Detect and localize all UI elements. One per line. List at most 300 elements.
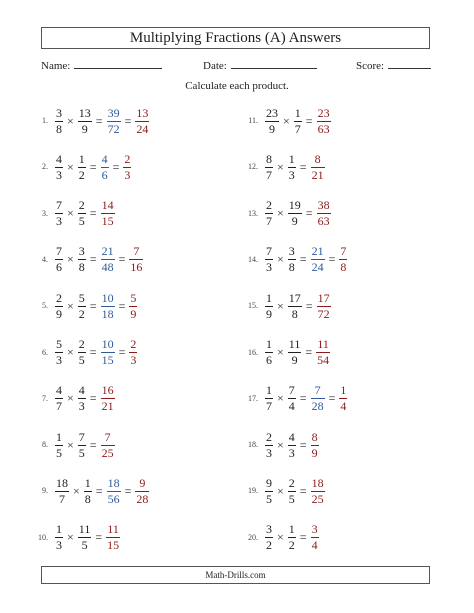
score-label: Score:	[356, 60, 385, 72]
answer-fraction	[317, 292, 331, 321]
times-sign: ×	[67, 391, 74, 406]
factor-fraction	[78, 199, 86, 228]
problem-expression	[264, 425, 320, 465]
numerator: 10	[101, 290, 114, 305]
answer-fraction	[311, 523, 319, 552]
numerator: 3	[266, 522, 272, 537]
times-sign: ×	[73, 483, 80, 498]
factor-fraction	[55, 338, 63, 367]
denominator: 24	[136, 121, 149, 136]
factor-fraction	[288, 292, 302, 321]
answer-fraction	[101, 384, 115, 413]
numerator: 3	[311, 522, 318, 537]
denominator: 9	[291, 353, 298, 367]
answer-fraction	[129, 338, 137, 367]
numerator: 18	[311, 475, 324, 490]
product-fraction	[101, 245, 115, 274]
denominator: 5	[78, 353, 85, 367]
answer-fraction	[135, 477, 149, 506]
problem-number: 8.	[42, 440, 48, 450]
denominator: 2	[78, 306, 85, 321]
numerator: 2	[78, 198, 85, 213]
name-field	[41, 58, 162, 72]
numerator: 21	[101, 244, 114, 259]
equals-sign: =	[124, 113, 132, 128]
numerator: 3	[78, 244, 85, 259]
score-field	[356, 58, 431, 72]
times-sign: ×	[67, 298, 74, 313]
denominator: 7	[266, 167, 272, 182]
denominator: 15	[107, 538, 120, 553]
numerator: 17	[288, 290, 301, 305]
numerator: 4	[78, 383, 85, 398]
problem-expression	[54, 518, 121, 558]
factor-fraction	[265, 431, 273, 460]
product-fraction	[107, 107, 121, 136]
numerator: 13	[136, 105, 149, 120]
problem-number: 2.	[42, 162, 48, 172]
problem-expression	[54, 379, 116, 419]
denominator: 7	[59, 491, 65, 506]
product-fraction	[101, 292, 115, 321]
problem-item	[234, 101, 444, 141]
numerator: 8	[311, 429, 318, 444]
factor-fraction	[265, 338, 273, 367]
numerator: 2	[56, 290, 62, 305]
problem-number: 18.	[248, 440, 258, 450]
numerator: 1	[340, 383, 347, 398]
numerator: 17	[317, 290, 330, 305]
numerator: 14	[101, 198, 114, 213]
denominator: 15	[101, 214, 114, 229]
problem-number: 20.	[248, 532, 258, 542]
problem-expression	[264, 518, 320, 558]
numerator: 7	[78, 429, 85, 444]
equals-sign: =	[299, 391, 307, 406]
product-fraction	[311, 245, 325, 274]
answer-fraction	[129, 245, 143, 274]
denominator: 3	[56, 167, 62, 182]
numerator: 4	[288, 429, 295, 444]
numerator: 2	[78, 337, 85, 351]
numerator: 7	[266, 244, 272, 259]
equals-sign: =	[299, 483, 307, 498]
numerator: 7	[104, 429, 111, 444]
denominator: 63	[317, 121, 330, 136]
factor-fraction	[265, 384, 273, 413]
problem-expression	[264, 147, 326, 187]
numerator: 4	[56, 151, 62, 166]
problem-number: 12.	[248, 162, 258, 172]
date-label: Date:	[203, 60, 227, 72]
times-sign: ×	[277, 159, 284, 174]
factor-fraction	[288, 384, 296, 413]
numerator: 1	[294, 105, 301, 120]
equals-sign: =	[299, 252, 307, 267]
equals-sign: =	[328, 391, 336, 406]
denominator: 2	[78, 167, 85, 182]
answer-fraction	[101, 431, 115, 460]
factor-fraction	[78, 245, 86, 274]
problem-number: 1.	[42, 116, 48, 125]
numerator: 5	[130, 290, 137, 305]
denominator: 9	[81, 121, 88, 136]
problem-expression	[264, 101, 332, 141]
denominator: 5	[266, 491, 272, 506]
factor-fraction	[294, 107, 302, 136]
answer-fraction	[317, 199, 331, 228]
numerator: 23	[266, 105, 278, 120]
problem-number: 14.	[248, 254, 258, 264]
factor-fraction	[265, 245, 273, 274]
problem-expression	[264, 240, 348, 280]
problem-expression	[54, 425, 116, 465]
factor-fraction	[265, 523, 273, 552]
times-sign: ×	[283, 113, 290, 128]
denominator: 72	[317, 306, 330, 321]
answer-fraction	[311, 431, 319, 460]
denominator: 16	[130, 260, 143, 275]
denominator: 3	[56, 214, 62, 229]
equals-sign: =	[118, 252, 126, 267]
problem-item	[234, 240, 444, 280]
factor-fraction	[265, 107, 279, 136]
times-sign: ×	[67, 206, 74, 221]
denominator: 6	[56, 260, 62, 275]
denominator: 5	[288, 491, 295, 506]
problem-item	[234, 194, 444, 234]
denominator: 7	[266, 214, 272, 229]
denominator: 7	[294, 121, 301, 136]
name-label: Name:	[41, 60, 71, 72]
times-sign: ×	[277, 298, 284, 313]
problem-item	[234, 518, 444, 558]
numerator: 11	[317, 337, 329, 351]
times-sign: ×	[67, 113, 74, 128]
problem-expression	[54, 286, 138, 326]
factor-fraction	[84, 477, 92, 506]
equals-sign: =	[89, 437, 97, 452]
times-sign: ×	[67, 437, 74, 452]
problem-number: 3.	[42, 208, 48, 218]
factor-fraction	[288, 338, 302, 367]
denominator: 25	[101, 445, 114, 460]
problem-number: 10.	[38, 532, 48, 542]
answer-fraction	[339, 245, 347, 274]
answer-fraction	[317, 107, 331, 136]
numerator: 5	[56, 337, 62, 351]
problem-expression	[264, 286, 332, 326]
numerator: 5	[78, 290, 85, 305]
times-sign: ×	[277, 345, 284, 359]
denominator: 56	[107, 491, 120, 506]
times-sign: ×	[277, 206, 284, 221]
numerator: 11	[78, 522, 91, 537]
answer-fraction	[129, 292, 137, 321]
problem-item	[24, 240, 234, 280]
equals-sign: =	[89, 159, 97, 174]
equals-sign: =	[305, 298, 313, 313]
denominator: 8	[84, 491, 91, 506]
factor-fraction	[55, 384, 63, 413]
numerator: 8	[266, 151, 272, 166]
factor-fraction	[78, 292, 86, 321]
denominator: 54	[317, 353, 330, 367]
denominator: 2	[288, 538, 295, 553]
equals-sign: =	[305, 206, 313, 221]
equals-sign: =	[89, 206, 97, 221]
problem-expression	[264, 379, 348, 419]
times-sign: ×	[67, 530, 74, 545]
problem-number: 15.	[248, 301, 258, 311]
factor-fraction	[78, 384, 86, 413]
denominator: 5	[81, 538, 88, 553]
footer: Math-Drills.com	[41, 566, 430, 584]
numerator: 1	[56, 429, 62, 444]
numerator: 38	[317, 198, 330, 213]
times-sign: ×	[67, 345, 74, 359]
factor-fraction	[55, 199, 63, 228]
denominator: 3	[78, 399, 85, 414]
equals-sign: =	[305, 113, 313, 128]
factor-fraction	[288, 477, 296, 506]
numerator: 13	[78, 105, 91, 120]
denominator: 8	[340, 260, 347, 275]
denominator: 6	[101, 167, 108, 182]
problem-expression	[54, 101, 150, 141]
problem-item	[24, 379, 234, 419]
equals-sign: =	[124, 483, 132, 498]
problem-expression	[54, 194, 116, 234]
numerator: 2	[124, 151, 131, 166]
times-sign: ×	[277, 483, 284, 498]
factor-fraction	[265, 199, 273, 228]
answer-fraction	[316, 338, 330, 367]
numerator: 1	[288, 151, 295, 166]
numerator: 2	[266, 429, 272, 444]
denominator: 3	[56, 353, 62, 367]
denominator: 15	[101, 353, 114, 367]
numerator: 10	[101, 337, 114, 351]
answer-fraction	[123, 153, 131, 182]
answer-fraction	[311, 153, 325, 182]
problem-number: 16.	[248, 347, 258, 357]
date-line	[231, 58, 317, 69]
times-sign: ×	[67, 252, 74, 267]
problem-expression	[54, 147, 132, 187]
denominator: 18	[101, 306, 114, 321]
numerator: 2	[266, 198, 272, 213]
factor-fraction	[288, 199, 302, 228]
denominator: 48	[101, 260, 114, 275]
denominator: 7	[56, 399, 62, 414]
numerator: 18	[56, 475, 68, 490]
denominator: 3	[288, 167, 295, 182]
equals-sign: =	[118, 345, 126, 359]
problem-item	[234, 333, 444, 373]
denominator: 4	[340, 399, 347, 414]
equals-sign: =	[89, 391, 97, 406]
numerator: 9	[266, 475, 272, 490]
denominator: 8	[291, 306, 298, 321]
denominator: 9	[311, 445, 318, 460]
numerator: 4	[56, 383, 62, 398]
factor-fraction	[55, 292, 63, 321]
factor-fraction	[78, 338, 86, 367]
factor-fraction	[78, 107, 92, 136]
denominator: 3	[56, 538, 62, 553]
equals-sign: =	[95, 483, 103, 498]
denominator: 28	[136, 491, 149, 506]
denominator: 5	[78, 214, 85, 229]
answer-fraction	[106, 523, 120, 552]
factor-fraction	[55, 245, 63, 274]
denominator: 3	[266, 445, 272, 460]
problem-item	[24, 425, 234, 465]
numerator: 8	[314, 151, 321, 166]
times-sign: ×	[277, 530, 284, 545]
problem-expression	[54, 333, 138, 373]
times-sign: ×	[277, 252, 284, 267]
equals-sign: =	[299, 530, 307, 545]
factor-fraction	[55, 431, 63, 460]
factor-fraction	[55, 107, 63, 136]
equals-sign: =	[89, 252, 97, 267]
name-line	[74, 58, 162, 69]
factor-fraction	[288, 523, 296, 552]
problem-item	[234, 286, 444, 326]
factor-fraction	[265, 477, 273, 506]
problem-expression	[54, 471, 150, 511]
numerator: 1	[84, 475, 91, 490]
equals-sign: =	[118, 298, 126, 313]
factor-fraction	[288, 431, 296, 460]
factor-fraction	[78, 153, 86, 182]
denominator: 6	[266, 353, 272, 367]
date-field	[203, 58, 317, 72]
denominator: 72	[107, 121, 120, 136]
numerator: 4	[101, 151, 108, 166]
equals-sign: =	[305, 345, 313, 359]
problem-item	[24, 286, 234, 326]
denominator: 8	[78, 260, 85, 275]
times-sign: ×	[277, 437, 284, 452]
equals-sign: =	[299, 159, 307, 174]
problem-item	[24, 333, 234, 373]
product-fraction	[101, 153, 109, 182]
times-sign: ×	[277, 391, 284, 406]
answer-fraction	[135, 107, 149, 136]
worksheet-title: Multiplying Fractions (A) Answers	[41, 27, 430, 49]
denominator: 8	[56, 121, 62, 136]
factor-fraction	[265, 292, 273, 321]
problem-number: 11.	[248, 116, 258, 125]
numerator: 3	[288, 244, 295, 259]
problem-number: 19.	[248, 486, 258, 496]
denominator: 25	[311, 491, 324, 506]
numerator: 9	[139, 475, 146, 490]
problem-number: 9.	[42, 486, 48, 496]
numerator: 18	[107, 475, 120, 490]
denominator: 9	[291, 214, 298, 229]
equals-sign: =	[328, 252, 336, 267]
answer-fraction	[101, 199, 115, 228]
problem-item	[234, 471, 444, 511]
numerator: 23	[317, 105, 330, 120]
factor-fraction	[55, 477, 69, 506]
denominator: 9	[130, 306, 137, 321]
problem-expression	[264, 471, 326, 511]
numerator: 3	[56, 105, 62, 120]
problem-item	[24, 471, 234, 511]
numerator: 39	[107, 105, 120, 120]
numerator: 1	[266, 290, 272, 305]
problem-expression	[54, 240, 144, 280]
problem-item	[234, 147, 444, 187]
product-fraction	[311, 384, 325, 413]
numerator: 7	[288, 383, 295, 398]
problem-number: 5.	[42, 301, 48, 311]
problem-item	[234, 379, 444, 419]
denominator: 21	[311, 167, 324, 182]
answer-fraction	[339, 384, 347, 413]
numerator: 7	[56, 198, 62, 213]
problem-expression	[264, 333, 331, 373]
numerator: 19	[288, 198, 301, 213]
denominator: 3	[130, 353, 137, 367]
factor-fraction	[288, 245, 296, 274]
denominator: 3	[288, 445, 295, 460]
problem-expression	[264, 194, 332, 234]
problem-number: 6.	[42, 347, 48, 357]
denominator: 3	[124, 167, 131, 182]
equals-sign: =	[112, 159, 120, 174]
denominator: 24	[311, 260, 324, 275]
numerator: 7	[133, 244, 140, 259]
numerator: 1	[266, 337, 272, 351]
problem-item	[24, 101, 234, 141]
denominator: 2	[266, 538, 272, 553]
factor-fraction	[55, 153, 63, 182]
problem-number: 4.	[42, 254, 48, 264]
denominator: 3	[266, 260, 272, 275]
numerator: 7	[314, 383, 321, 398]
problem-number: 7.	[42, 393, 48, 403]
numerator: 1	[266, 383, 272, 398]
denominator: 5	[56, 445, 62, 460]
equals-sign: =	[299, 437, 307, 452]
denominator: 7	[266, 399, 272, 414]
numerator: 11	[107, 522, 119, 537]
factor-fraction	[288, 153, 296, 182]
numerator: 11	[288, 337, 301, 351]
numerator: 21	[311, 244, 324, 259]
numerator: 7	[340, 244, 347, 259]
problem-number: 13.	[248, 208, 258, 218]
problem-item	[234, 425, 444, 465]
product-fraction	[101, 338, 115, 367]
numerator: 1	[78, 151, 85, 166]
problem-number: 17.	[248, 393, 258, 403]
equals-sign: =	[95, 113, 103, 128]
instruction-text: Calculate each product.	[185, 80, 289, 92]
numerator: 16	[101, 383, 114, 398]
denominator: 5	[78, 445, 85, 460]
denominator: 9	[266, 306, 272, 321]
equals-sign: =	[89, 345, 97, 359]
numerator: 7	[56, 244, 62, 259]
numerator: 2	[288, 475, 295, 490]
